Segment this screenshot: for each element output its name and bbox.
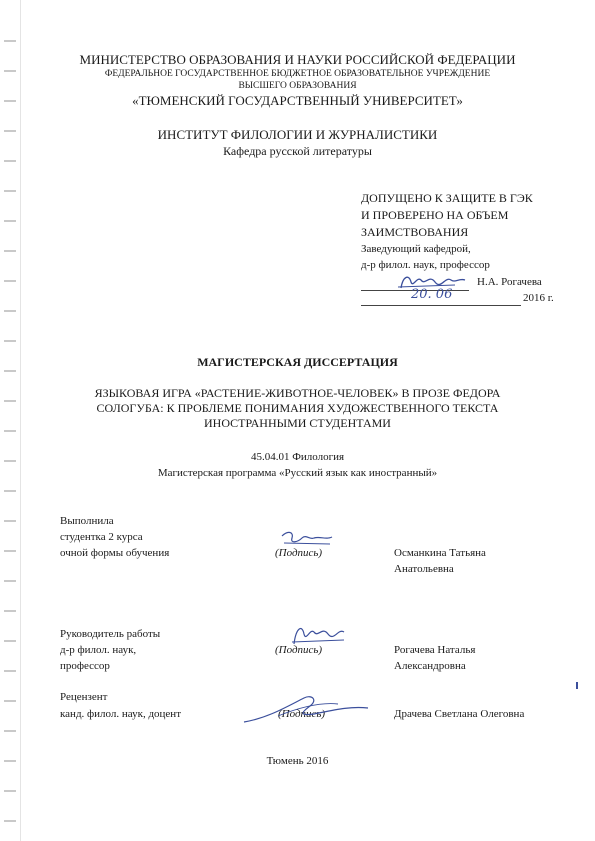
author-name-line1: Османкина Татьяна [394,547,486,559]
institution-type-line2: ВЫСШЕГО ОБРАЗОВАНИЯ [238,81,357,91]
approval-year: 2016 г. [523,292,554,304]
supervisor-signature-label: (Подпись) [275,644,323,656]
author-signature [278,528,338,550]
master-program: Магистерская программа «Русский язык как иностранный» [157,467,438,479]
reviewer-name: Драчева Светлана Олеговна [394,708,525,720]
author-course: студентка 2 курса [60,531,143,543]
university-name: «ТЮМЕНСКИЙ ГОСУДАРСТВЕННЫЙ УНИВЕРСИТЕТ» [132,93,463,108]
author-name-line2: Анатольевна [394,563,454,575]
approval-line3: ЗАИМСТВОВАНИЯ [361,225,469,239]
approval-degree: д-р филол. наук, профессор [361,259,490,271]
approval-handwritten-date: 20. 06 [411,287,453,302]
thesis-title-line1: ЯЗЫКОВАЯ ИГРА «РАСТЕНИЕ-ЖИВОТНОЕ-ЧЕЛОВЕК» В ПРОЗЕ ФЕДОРА [94,386,501,400]
supervisor-degree: д-р филол. наук, [60,644,137,656]
approval-name: Н.А. Рогачева [477,276,542,288]
supervisor-role: Руководитель работы [60,628,161,640]
ink-mark [576,682,578,689]
author-study-form: очной формы обучения [60,547,170,559]
supervisor-title: профессор [60,660,110,672]
department-name: Кафедра русской литературы [223,144,372,158]
supervisor-name-line2: Александровна [394,660,466,672]
supervisor-signature [288,620,350,650]
thesis-type: МАГИСТЕРСКАЯ ДИССЕРТАЦИЯ [197,355,398,369]
institute-name: ИНСТИТУТ ФИЛОЛОГИИ И ЖУРНАЛИСТИКИ [157,127,438,142]
author-signature-label: (Подпись) [275,547,323,559]
approval-line1: ДОПУЩЕНО К ЗАЩИТЕ В ГЭК [361,191,533,205]
thesis-title-line3: ИНОСТРАННЫМИ СТУДЕНТАМИ [204,416,391,430]
reviewer-signature-label: (Подпись) [278,708,326,720]
approval-date-line [361,305,521,306]
institution-type-line1: ФЕДЕРАЛЬНОЕ ГОСУДАРСТВЕННОЕ БЮДЖЕТНОЕ ОБРАЗОВАТЕЛЬНОЕ УЧРЕЖДЕНИЕ [104,69,491,79]
city-year: Тюмень 2016 [266,755,329,767]
thesis-title-line2: СОЛОГУБА: К ПРОБЛЕМЕ ПОНИМАНИЯ ХУДОЖЕСТВЕННОГО ТЕКСТА [96,401,499,415]
supervisor-name-line1: Рогачева Наталья [394,644,476,656]
approval-line2: И ПРОВЕРЕНО НА ОБЪЕМ [361,208,509,222]
reviewer-signature [238,692,378,728]
specialty-code: 45.04.01 Филология [250,451,345,463]
reviewer-degree: канд. филол. наук, доцент [60,708,182,720]
approval-role: Заведующий кафедрой, [361,243,471,255]
reviewer-role: Рецензент [60,691,108,703]
author-role: Выполнила [60,515,114,527]
ministry-heading: МИНИСТЕРСТВО ОБРАЗОВАНИЯ И НАУКИ РОССИЙСКОЙ ФЕДЕРАЦИИ [79,52,516,67]
